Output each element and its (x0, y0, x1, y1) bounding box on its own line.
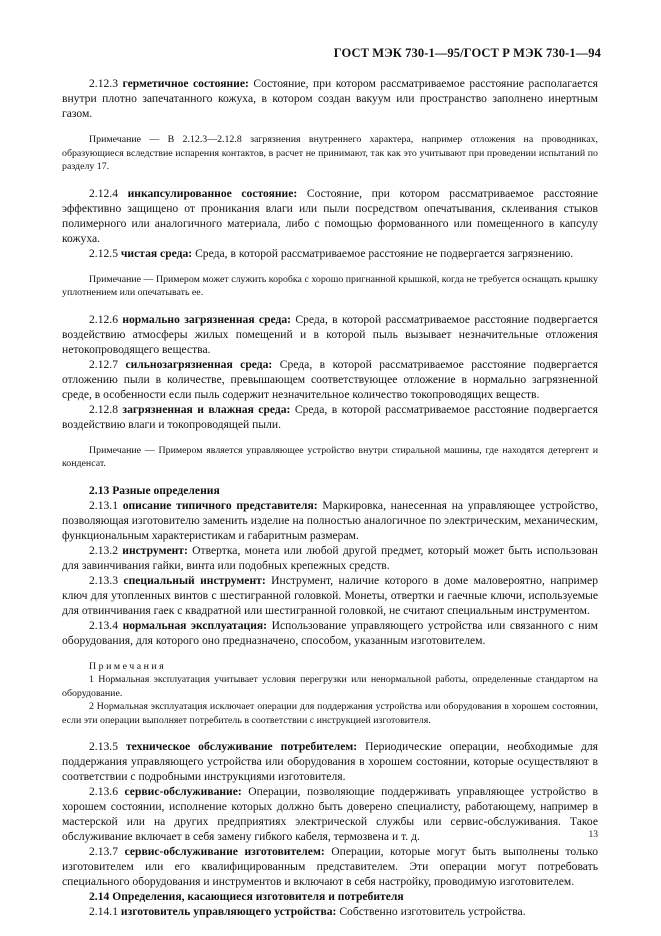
paragraph-2-12-5: 2.12.5 чистая среда: Среда, в которой рассматриваемое расстояние не подвергается загрязнению. (89, 246, 574, 260)
paragraph-2-12-6: 2.12.6 нормально загрязненная среда: Среда, в которой рассматриваемое расстояние подвергается воздействию атмосферы жилых помещений и в которой пыль вызывает незначительные отложения нетокопроводящего вещества. (62, 312, 598, 356)
paragraph-2-13-4: 2.13.4 нормальная эксплуатация: Использование управляющего устройства или связанного с ним оборудования, для которого оно предназначено, способом, указанным изготовителем. (62, 618, 598, 647)
paragraph-2-13-6: 2.13.6 сервис-обслуживание: Операции, позволяющие поддерживать управляющее устройство в хорошем состоянии, исполнение которых должно быть доверено специалисту, работающему, например в мастерской или на других предприятиях электрической службы или сервис-обслуживания. Такое обслуживание включает в себя замену гибкого кабеля, термозвена и т. д. (62, 785, 598, 843)
note-2: 2 Нормальная эксплуатация исключает операции для поддержания устройства или оборудования в хорошем состоянии, если эти операции выполняет потребитель в соответствии с инструкцией изготовителя. (62, 701, 598, 726)
paragraph-2-12-7: 2.12.7 сильнозагрязненная среда: Среда, в которой рассматриваемое расстояние подвергается отложению пыли в количестве, превышающем соответствующее отложение в нормально загрязненной среде, в особенности если пыль содержит незначительное количество токопроводящих веществ. (62, 357, 598, 401)
note-1: 1 Нормальная эксплуатация учитывает условия перегрузки или ненормальной работы, определенные стандартом на оборудование. (62, 674, 598, 699)
page-number: 13 (588, 830, 598, 840)
section-heading-2-14: 2.14 Определения, касающиеся изготовителя и потребителя (89, 890, 404, 903)
notes-title: Примечания (89, 660, 167, 672)
paragraph-2-12-4: 2.12.4 инкапсулированное состояние: Состояние, при котором рассматриваемое расстояние эффективно защищено от проникания влаги или пыли посредством опечатывания, склеивания стыков полимерного или аналогичного материала, либо с помощью формованного или помещенного в капсулу кожуха. (62, 186, 598, 245)
paragraph-2-13-1: 2.13.1 описание типичного представителя: Маркировка, нанесенная на управляющее устройство, позволяющая изготовителю заменить изделие на полностью аналогичное по электрическим, механическим, функциональным характеристикам и габаритным размерам. (62, 498, 598, 542)
paragraph-2-13-3: 2.13.3 специальный инструмент: Инструмент, наличие которого в доме маловероятно, например ключ для утопленных винтов с шестигранной головкой. Монеты, отвертки и гаечные ключи, используемые для отвинчивания гаек с квадратной или шестигранной головкой, не считают специальным инструментом. (62, 573, 598, 617)
paragraph-2-13-7: 2.13.7 сервис-обслуживание изготовителем: Операции, которые могут быть выполнены только изготовителем или его квалифицированным представителем. Эти операции могут потребовать специального оборудования и инструментов и включают в себя настройку, проводимую изготовителем. (62, 845, 598, 888)
section-heading-2-13: 2.13 Разные определения (89, 483, 220, 497)
note-2-12-8: Примечание — Примером является управляющее устройство внутри стиральной машины, где находятся детергент и конденсат. (62, 444, 598, 469)
note-2-12: Примечание — В 2.12.3—2.12.8 загрязнения внутреннего характера, например отложения на проводниках, образующиеся вследствие испарения контактов, в расчет не принимают, так как это учитывают при проведении испытаний по разделу 17. (62, 134, 598, 172)
document-body (62, 76, 598, 919)
paragraph-2-13-5: 2.13.5 техническое обслуживание потребителем: Периодические операции, необходимые для поддержания управляющего устройства или оборудования в хорошем состоянии, которые осуществляют в соответствии с подробными инструкциями изготовителя. (62, 740, 598, 783)
paragraph-2-13-2: 2.13.2 инструмент: Отвертка, монета или любой другой предмет, который может быть использован для завинчивания гайки, винта или подобных крепежных средств. (62, 543, 598, 572)
document-header: ГОСТ МЭК 730-1—95/ГОСТ Р МЭК 730-1—94 (333, 46, 601, 60)
paragraph-2-12-3: 2.12.3 герметичное состояние: Состояние, при котором рассматриваемое расстояние располагается внутри плотно запечатанного кожуха, в котором создан вакуум или пространство заполнено инертным газом. (62, 77, 598, 120)
note-2-12-5: Примечание — Примером может служить коробка с хорошо пригнанной крышкой, когда не требуется оснащать крышку уплотнением или опечатывать ее. (62, 273, 598, 298)
paragraph-2-12-8: 2.12.8 загрязненная и влажная среда: Среда, в которой рассматриваемое расстояние подвергается воздействию влаги и токопроводящей пыли. (62, 402, 598, 431)
paragraph-2-14-1: 2.14.1 изготовитель управляющего устройства: Собственно изготовитель устройства. (89, 905, 526, 918)
